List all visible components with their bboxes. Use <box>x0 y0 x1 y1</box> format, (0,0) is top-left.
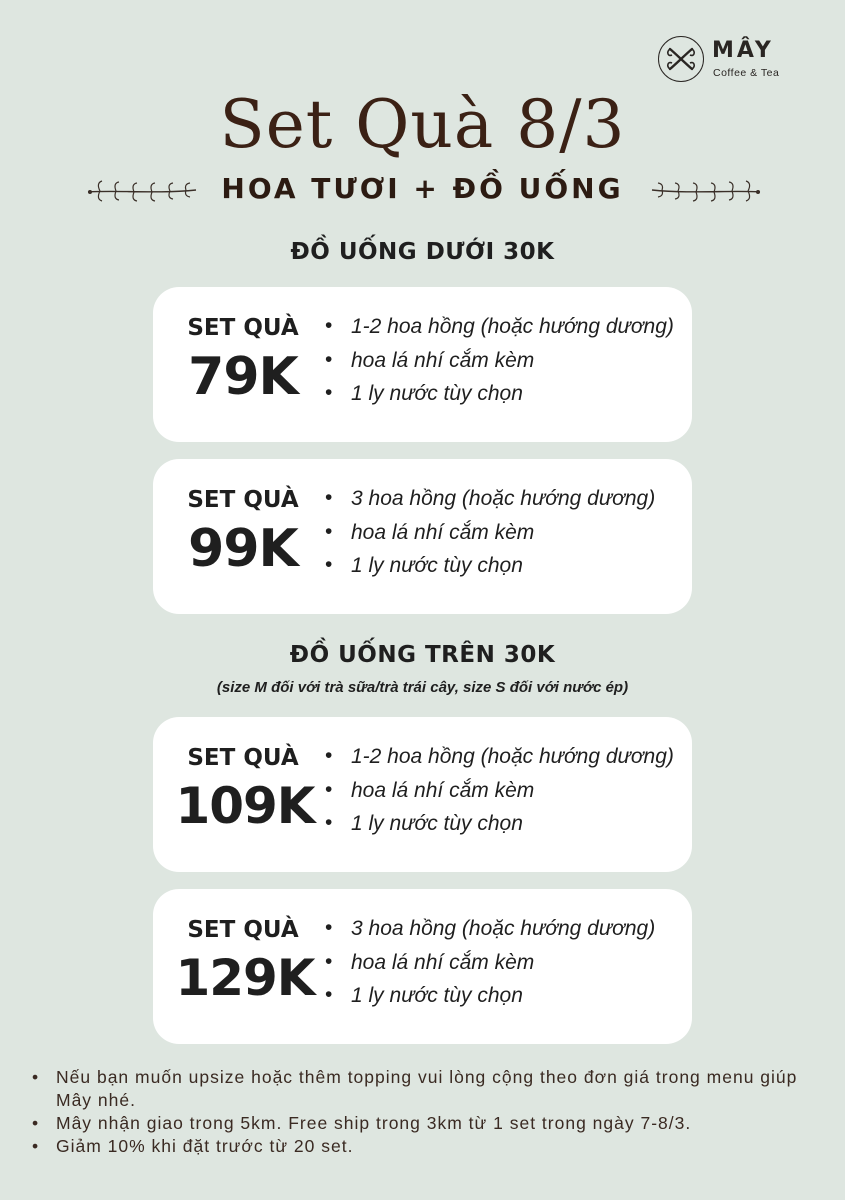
footer-notes <box>30 1066 820 1158</box>
set-item: • 1 ly nước tùy chọn <box>325 554 655 588</box>
set-price: 79K <box>188 347 298 407</box>
set-item: • 3 hoa hồng (hoặc hướng dương) <box>325 487 655 521</box>
brand-tagline: Coffee & Tea <box>713 67 780 79</box>
set-contents <box>325 917 655 1018</box>
set-contents <box>325 315 674 416</box>
set-item: • 3 hoa hồng (hoặc hướng dương) <box>325 917 655 951</box>
page-subtitle: HOA TƯƠI + ĐỒ UỐNG <box>221 172 624 205</box>
gift-set-card <box>153 287 692 442</box>
set-contents <box>325 487 655 588</box>
section-heading-over-30k: ĐỒ UỐNG TRÊN 30K <box>289 642 556 668</box>
set-item: • 1 ly nước tùy chọn <box>325 812 674 846</box>
brand-logo <box>658 36 798 86</box>
set-item: • hoa lá nhí cắm kèm <box>325 951 655 985</box>
set-item: • 1 ly nước tùy chọn <box>325 382 674 416</box>
set-price: 129K <box>175 949 315 1007</box>
note-item: • Giảm 10% khi đặt trước từ 20 set. <box>30 1135 820 1158</box>
section-note: (size M đối với trà sữa/trà trái cây, size S đối với nước ép) <box>216 679 629 696</box>
logo-emblem-icon <box>658 36 704 82</box>
gift-set-card <box>153 717 692 872</box>
brand-name: MÂY <box>712 38 774 63</box>
set-contents <box>325 745 674 846</box>
set-item: • 1 ly nước tùy chọn <box>325 984 655 1018</box>
set-item: • 1-2 hoa hồng (hoặc hướng dương) <box>325 315 674 349</box>
set-item: • hoa lá nhí cắm kèm <box>325 349 674 383</box>
page-title: Set Quà 8/3 <box>219 86 626 163</box>
set-item: • hoa lá nhí cắm kèm <box>325 521 655 555</box>
note-item: • Mây nhận giao trong 5km. Free ship trong 3km từ 1 set trong ngày 7-8/3. <box>30 1112 820 1135</box>
set-item: • hoa lá nhí cắm kèm <box>325 779 674 813</box>
set-label: SET QUÀ <box>187 745 299 771</box>
set-price: 99K <box>188 519 298 579</box>
section-heading-under-30k: ĐỒ UỐNG DƯỚI 30K <box>290 239 555 265</box>
gift-set-card <box>153 889 692 1044</box>
set-label: SET QUÀ <box>187 487 299 513</box>
set-item: • 1-2 hoa hồng (hoặc hướng dương) <box>325 745 674 779</box>
set-label: SET QUÀ <box>187 917 299 943</box>
set-label: SET QUÀ <box>187 315 299 341</box>
set-price: 109K <box>175 777 315 835</box>
note-item: • Nếu bạn muốn upsize hoặc thêm topping vui lòng cộng theo đơn giá trong menu giúp Mây nhé. <box>30 1066 820 1112</box>
gift-set-card <box>153 459 692 614</box>
